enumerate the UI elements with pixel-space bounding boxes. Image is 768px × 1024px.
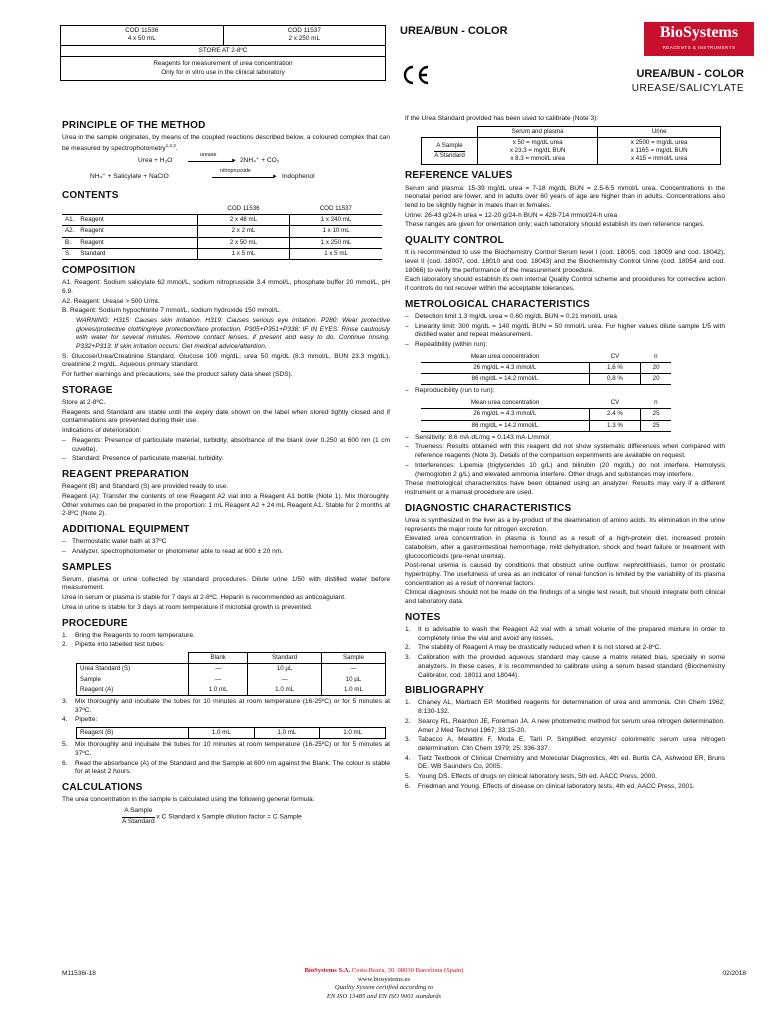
bib-1-text: Chaney AL, Marbach EP. Modified reagents for determination of urea and ammonia. Clin Chem 1962; 8:130-132. [418,699,725,716]
samples-heading: SAMPLES [62,561,112,573]
pipette-cell: 1.0 mL [189,685,248,696]
contents-name: Reagent [77,226,197,237]
reaction-1: Urea + H₂O urease ► 2NH₄⁺ + CO₂ [138,151,280,164]
metrological-end: These metrological characteristics have been obtained using an analyzer. Results may vary if a different instrument or a manual procedure are used. [405,480,725,496]
calculations-heading: CALCULATIONS [62,781,143,793]
product-title [632,67,744,95]
pipette2-cell: 1.0 mL [254,727,320,738]
note-1: 1. It is advisable to wash the Reagent A2 vial with a small volume of the prepared mixture in order to completely rinse the vial and avoid any losses. [405,626,725,642]
repro-cell: 26 mg/dL = 4.3 mmol/L [421,409,589,420]
contents-a: 2 x 48 mL [197,215,289,226]
procedure-step-6: 6. Read the absorbance (A) of the Standard and the Sample at 600 nm against the Blank. The colour is stable for at least 2 hours. [62,759,390,776]
quality-certification-1: Quality System certified according to [334,984,434,992]
metrological-d3: – Repeatibility (within run): [405,341,725,350]
bib-5: 5. Young DS. Effects of drugs on clinical laboratory tests, 5th ed. AACC Press, 2000. [405,773,657,781]
contents-code: A1. [62,215,77,226]
rep-cell: 20 [641,363,671,374]
calibration-factor: x 8.3 = mmol/L urea [510,155,565,163]
bib-1: 1. Chaney AL, Marbach EP. Modified reagents for determination of urea and ammonia. Clin Chem 1962; 8:130-132. [405,699,725,716]
contents-col-1: COD 11536 [227,204,260,212]
diagnostic-p3: Post-renal uremia is caused by conditions that obstruct urine outflow: nephrolithiasis, tumor or prostatic hypertrophy. The usefulness of urea as an indicator of renal function is limited by the variability of its plasma concentration as a result of nonrenal factors. [405,562,725,587]
procedure-step-3: 3. Mix thoroughly and incubate the tubes for 10 minutes at room temperature (16-25ºC) or for 5 minutes at 37ºC. [62,697,390,714]
logo-text: BioSystems [659,24,739,41]
pipette-cell: 1.0 mL [248,685,322,696]
contents-row [62,248,382,259]
calibration-factor: x 2500 = mg/dL urea [630,138,688,146]
diagnostic-p4: Clinical diagnosis should not be made on the findings of a single test result, but should integrate both clinical and laboratory data. [405,589,725,606]
reagent-prep-heading: REAGENT PREPARATION [62,468,189,480]
storage-d2: – Standard: Presence of particulate material, turbidity. [62,455,390,464]
repro-cell: 86 mg/dL = 14.2 mmol/L [421,420,589,431]
pipette2-cell: 1.0 mL [189,727,255,738]
bib-2: 2. Searcy RL, Reardon JE, Foreman JA. A new photometric method for serum urea nitrogen determination. Amer J Med Technol 1967; 33:15-20. [405,717,725,734]
calibration-numerator: A Sample [434,142,465,152]
procedure-heading: PROCEDURE [62,617,128,629]
storage-d1: – Reagents: Presence of particulate material, turbidity, absorbance of the blank over 0.250 at 600 nm (1 cm cuvette). [62,437,390,454]
reference-values-heading: REFERENCE VALUES [405,170,513,182]
bib-5-text: Young DS. Effects of drugs on clinical laboratory tests, 5th ed. AACC Press, 2000. [418,773,657,781]
contents-a: 2 x 50 mL [197,237,289,248]
contents-a: 1 x 5 mL [197,248,289,259]
repro-cell: 25 [641,420,671,431]
repro-cell: 1.3 % [589,420,641,431]
product-title-sub: UREASE/SALICYLATE [631,82,744,94]
pipette2-label: Reagent (B) [77,727,189,738]
contents-table [62,204,382,260]
calibration-col-1: Serum and plasma [478,126,598,137]
company-name: BioSystems S.A. [304,967,351,974]
note-2: 2. The stability of Reagent A may be drastically reduced when it is not stored at 2-8ºC. [405,644,662,652]
rep-cell: 86 mg/dL = 14.2 mmol/L [421,374,589,385]
procedure-step-2-text: Pipette into labelled test tubes: [75,641,165,649]
composition-further: For further warnings and precautions, see the product safety data sheet (SDS). [62,371,293,379]
procedure-step-5-text: Mix thoroughly and incubate the tubes for 10 minutes at room temperature (16-25ºC) or for 5 minutes at 37ºC. [75,741,390,757]
storage-p3: Indications of deterioration: [62,427,142,435]
storage-p2: Reagents and Standard are stable until the expiry date shown on the label when stored tightly closed and if contaminations are prevented during their use. [62,408,390,425]
formula-numerator: A Sample [122,807,155,818]
reference-values-p1: Serum and plasma: 15-39 mg/dL urea = 7-18 mg/dL BUN = 2.5-6.5 mmol/L urea. Concentrations in the neonatal period are lower, and in adults over 60 years of age are higher than in adults. Concentrations also tend to be slightly higher in males than in females. [405,184,725,210]
equipment-d1: – Thermostatic water bath at 37ºC [62,538,390,547]
procedure-step-2: 2. Pipette into labelled test tubes: [62,641,165,649]
rep-col: CV [610,352,620,360]
contents-row [62,226,382,237]
pipette-col-sample: Sample [321,653,385,664]
reaction-1-enzyme: urease [200,151,217,158]
composition-s: S. Glucose/Urea/Creatinine Standard. Glucose 100 mg/dL, urea 50 mg/dL (8.3 mmol/L, BUN 23.3 mg/dL), creatinine 2 mg/dL. Aqueous primary standard. [62,352,390,369]
contents-heading: CONTENTS [62,189,119,201]
contents-b: 1 x 240 mL [290,215,382,226]
quality-p2: Each laboratory should establish its own internal Quality Control scheme and procedures for corrective action if controls do not recover within the acceptable tolerances. [405,276,725,293]
calibration-factor: x 415 = mmol/L urea [630,155,688,163]
pipette-cell: — [189,664,248,675]
quality-certification-2: EN ISO 13485 and EN ISO 9001 standards [326,993,442,1001]
pipette-cell: — [189,675,248,685]
composition-a2: A2. Reagent: Urease > 500 U/mL [62,297,160,305]
reagent-prep-p1: Reagent (B) and Standard (S) are provided ready to use. [62,483,229,491]
intended-use-2: Only for in vitro use in the clinical laboratory [161,68,285,76]
procedure-step-3-text: Mix thoroughly and incubate the tubes for 10 minutes at room temperature (16-25ºC) or for 5 minutes at 37ºC. [75,697,390,714]
diagnostic-p1: Urea is synthesized in the liver as a by-product of the deamination of amino acids. Its elimination in the urine represents the major route for nitrogen excretion. [405,516,725,533]
note-2-text: The stability of Reagent A may be drastically reduced when it is not stored at 2-8ºC. [418,644,662,652]
note-3: 3. Calibration with the provided aqueous standard may cause a matrix related bias, specially in some analyzers. In these cases, it is recommended to calibrate using a serum based standard (Biochemistry Calibrator, cod. 18011 and 18044). [405,654,725,679]
ce-mark-icon [401,64,431,86]
contents-code: B. [62,237,77,248]
reaction-1-left: Urea + H₂O [138,156,173,164]
bib-3-text: Tabacco A, Meiattini F, Moda E, Tarli P. Simplified enzymic/ colorimetric serum urea nitrogen determination. Clin Chem 1979; 25: 336-337. [418,736,725,752]
calibration-intro: If the Urea Standard provided has been used to calibrate (Note 3): [405,115,599,122]
formula-rest: x C Standard x Sample dilution factor = C Sample [156,813,302,821]
samples-p3: Urea in urine is stable for 3 days at room temperature if microbial growth is prevented. [62,603,313,611]
procedure-step-1: 1. Bring the Reagents to room temperature. [62,631,195,639]
bib-6: 6. Friedman and Young. Effects of disease on clinical laboratory tests, 4th ed. AACC Press, 2001. [405,782,695,790]
contents-code: S. [62,248,77,259]
contents-name: Standard [77,248,197,259]
procedure-step-5: 5. Mix thoroughly and incubate the tubes for 10 minutes at room temperature (16-25ºC) or for 5 minutes at 37ºC. [62,741,390,757]
contents-b: 1 x 250 mL [290,237,382,248]
calibration-factor: x 50 = mg/dL urea [512,138,563,146]
repro-cell: 2.4 % [589,409,641,420]
pipette-row-label: Reagent (A) [77,685,189,696]
calculation-formula [122,807,390,826]
procedure-step-1-text: Bring the Reagents to room temperature. [75,631,195,639]
rep-cell: 1.6 % [589,363,641,374]
contents-code: A2. [62,226,77,237]
rep-cell: 26 mg/dL = 4.3 mmol/L [421,363,589,374]
composition-a1: A1. Reagent: Sodium salicylate 62 mmol/L, sodium nitroprusside 3.4 mmol/L, phosphate buffer 20 mmol/L, pH 6.9. [62,279,390,295]
pipette-cell: 10 µL [248,664,322,675]
pipette-row-label: Urea Standard (S) [77,664,189,675]
cod-2: COD 11537 [287,27,321,34]
reference-box [60,25,386,81]
contents-row [62,215,382,226]
principle-text: Urea in the sample originates, by means of the coupled reactions described below, a coloured complex that can be measured by spectrophotometry [62,134,390,153]
top-title: UREA/BUN - COLOR [400,25,508,37]
metrological-heading: METROLOGICAL CHARACTERISTICS [405,298,590,310]
size-2: 2 x 250 mL [288,35,321,43]
reaction-2-right: Indophenol [282,172,315,180]
calibration-factor: x 23.3 = mg/dL BUN [509,147,566,155]
bib-3: 3. Tabacco A, Meiattini F, Moda E, Tarli P. Simplified enzymic/ colorimetric serum urea nitrogen determination. Clin Chem 1979; 25: 336-337. [405,736,725,752]
repro-cell: 25 [641,409,671,420]
composition-heading: COMPOSITION [62,264,136,276]
bib-6-text: Friedman and Young. Effects of disease on clinical laboratory tests, 4th ed. AACC Press, 2001. [418,782,695,790]
calibration-table [421,126,721,166]
rep-cell: 20 [641,374,671,385]
document-code: M11536i-18 [62,970,96,977]
bibliography-heading: BIBLIOGRAPHY [405,685,485,697]
pipette-table-1 [76,652,386,696]
rep-cell: 0.8 % [589,374,641,385]
pipette-cell: — [248,675,322,685]
contents-name: Reagent [77,215,197,226]
pipette2-cell: 1.0 mL [320,727,386,738]
contents-b: 1 x 10 mL [290,226,382,237]
repeatibility-table [421,352,671,386]
reference-values-p3: These ranges are given for orientation only; each laboratory should establish its own reference ranges. [405,221,705,229]
note-3-text: Calibration with the provided aqueous standard may cause a matrix related bias, specially in some analyzers. In these cases, it is recommended to calibrate using a serum based standard (Biochemistry Calibrator, cod. 18011 and 18044). [418,654,725,679]
metrological-d2: – Linearity limit: 300 mg/dL = 140 mg/dL BUN = 50 mmol/L urea. For higher values dilute sample 1/5 with distilled water and repeat measurement. [405,323,725,340]
reagent-prep-p2: Reagent (A): Transfer the contents of one Reagent A2 vial into a Reagent A1 bottle (Note 1). Mix thoroughly. Other volumes can be prepared in the proportion: 1 mL Reagent A2 + 24 mL Reagent A1. Stable for 2 months at 2-8ºC (Note 2). [62,492,390,518]
quality-p1: It is recommended to use the Biochemistry Control Serum level I (cod. 18005, cod. 18009 and cod. 18042), level II (cod. 18007, cod. 18010 and cod. 18043) and the Biochemistry Control Urine (cod. 18054 and cod. 18066) to verify the performance of the measurement procedure. [405,249,725,274]
product-title-main: UREA/BUN - COLOR [636,68,744,80]
contents-b: 1 x 5 mL [290,248,382,259]
calculations-p1: The urea concentration in the sample is calculated using the following general formula: [62,796,315,804]
bib-4: 4. Tietz Textbook of Clinical Chemistry and Molecular Diagnostics, 4th ed. Burtis CA, Ashwood ER, Bruns DE. WB Saunders Co, 2005. [405,754,725,771]
repro-col: CV [610,399,620,407]
pipette-cell: 1.0 mL [321,685,385,696]
diagnostic-heading: DIAGNOSTIC CHARACTERISTICS [405,502,572,514]
principle-heading: PRINCIPLE OF THE METHOD [62,120,206,131]
composition-b: B. Reagent: Sodium hypochlorite 7 mmol/L, sodium hydroxide 150 mmol/L. [62,307,281,315]
formula-denominator: A Standard [122,817,155,825]
rep-col: n [654,352,658,360]
pipette-col-standard: Standard [248,653,322,664]
reference-values-p2: Urine: 26-43 g/24-h urea = 12-20 g/24-h BUN = 428-714 mmol/24-h urea [405,211,618,219]
left-column: PRINCIPLE OF THE METHOD Urea in the sample originates, by means of the coupled reactions described below, a coloured complex that can be measured by spectrophotometry$^{1,2,3}$. Urea + H₂O urease ► 2NH₄⁺ + CO₂ NH₄⁺ + Salicylate + NaClO nitroprusside ► Indophenol CONTENTS COD 11536 COD 11537 A1. Reagent 2 x 48 mL 1 x 240 mL A2. Reagent 2 x 2 mL 1 x 10 mL B. Reagent 2 x 50 mL 1 x 250 mL S. Standard 1 x 5 mL 1 x 5 mL COMPOSITION A1. Reagent: Sodium salicylate 62 mmol/L, sodium nitroprusside 3.4 mmol/L, phosphate buffer 20 mmol/L, pH 6.9. A2. Reagent: Urease > 500 U/mL B. Reagent: Sodium hypochlorite 7 mmol/L, sodium hydroxide 150 mmol/L. WARNING: H315: Causes skin irritation. H319: Causes serious eye irritation. P280: Wear protective gloves/protective clothing/eye protection/face protection. P305+P351+P338: IF IN EYES: Rinse cautiously with water for several minutes. Remove contact lenses, if present and easy to do. Continue rinsing. P332+P313: If skin irritation occurs: Get medical advice/attention. S. Glucose/Urea/Creatinine Standard. Glucose 100 mg/dL, urea 50 mg/dL (8.3 mmol/L, BUN 23.3 mg/dL), creatinine 2 mg/dL. Aqueous primary standard. For further warnings and precautions, see the product safety data sheet (SDS). STORAGE Store at 2-8ºC. Reagents and Standard are stable until the expiry date shown on the label when stored tightly closed and if contaminations are prevented during their use. Indications of deterioration: – Reagents: Presence of particulate material, turbidity, absorbance of the blank over 0.250 at 600 nm (1 cm cuvette). – Standard: Presence of particulate material, turbidity. REAGENT PREPARATION Reagent (B) and Standard (S) are provided ready to use. Reagent (A): Transfer the contents of one Reagent A2 vial into a Reagent A1 bottle (Note 1). Mix thoroughly. Other volumes can be prepared in the proportion: 1 mL Reagent A2 + 24 mL Reagent A1. Stable for 2 months at 2-8ºC (Note 2). ADDITIONAL EQUIPMENT – Thermostatic water bath at 37ºC – Analyzer, spectrophotometer or photometer able to read at 600 ± 20 nm. SAMPLES Serum, plasma or urine collected by standard procedures. Dilute urine 1/50 with distilled water before measurement. Urea in serum or plasma is stable for 7 days at 2-8ºC. Heparin is recommended as anticoagulant. Urea in urine is stable for 3 days at room temperature if microbial growth is prevented. PROCEDURE 1. Bring the Reagents to room temperature. 2. Pipette into labelled test tubes: Blank Standard Sample Urea Standard (S) — 10 µL — Sample — — 10 µL Reagent (A) 1.0 mL 1.0 mL 1.0 mL 3. Mix thoroughly and incubate the tubes for 10 minutes at room temperature (16-25ºC) or for 5 minutes at 37ºC. 4. Pipette: Reagent (B) 1.0 mL 1.0 mL 1.0 mL 5. Mix thoroughly and incubate the tubes for 10 minutes at room temperature (16-25ºC) or for 5 minutes at 37ºC. 6. Read the absorbance (A) of the Standard and the Sample at 600 nm against the Blank. The colour is stable for at least 2 hours. CALCULATIONS The urea concentration in the sample is calculated using the following general formula: $\frac{\text{A Sample}}{\text{A Standard}}$ x C Standard x Sample dilution factor = C Sample [62,115,390,828]
bib-2-text: Searcy RL, Reardon JE, Foreman JA. A new photometric method for serum urea nitrogen determination. Amer J Med Technol 1967; 33:15-20. [418,717,725,734]
reproducibility-table [421,398,671,432]
size-1: 4 x 50 mL [127,35,156,43]
samples-p1: Serum, plasma or urine collected by standard procedures. Dilute urine 1/50 with distilled water before measurement. [62,575,390,592]
footer-company [220,967,548,1002]
pipette-col-blank: Blank [189,653,248,664]
repro-col: Mean urea concentration [470,399,540,407]
right-column [405,115,725,792]
notes-heading: NOTES [405,611,441,623]
contents-a: 2 x 2 mL [197,226,289,237]
calibration-col-2: Urine [598,126,721,137]
repro-col: n [654,399,658,407]
contents-row [62,237,382,248]
storage-label: STORE AT 2-8ºC [198,46,248,54]
reaction-1-right: 2NH₄⁺ + CO₂ [240,156,280,164]
pipette-cell: — [321,664,385,675]
composition-warning: WARNING: H315: Causes skin irritation. H319: Causes serious eye irritation. P280: Wear protective gloves/protective clothing/eye protection/face protection. P305+P351+P338: IF IN EYES: Rinse cautiously with water for several minutes. Remove contact lenses, if present and easy to do. Continue rinsing. P332+P313: If skin irritation occurs: Get medical advice/attention. [76,316,390,351]
metrological-d1: – Detection limit 1.3 mg/dL urea = 0.60 mg/dL BUN = 0.21 mmol/L urea [405,313,725,322]
pipette-table-2 [76,727,386,739]
metrological-d4: – Reproducibility (run to run): [405,387,725,396]
metrological-d6: – Trueness: Results obtained with this reagent did not show systematic differences when compared with reference reagents (Note 3). Details of the comparison experiments are available on request. [405,443,725,460]
contents-name: Reagent [77,237,197,248]
reaction-2-enzyme: nitroprusside [220,167,251,174]
logo-subtext: REAGENTS & INSTRUMENTS [662,45,736,50]
rep-col: Mean urea concentration [470,352,540,360]
company-address: Costa Brava, 30. 08030 Barcelona (Spain) [351,967,464,974]
pipette-row-label: Sample [77,675,189,685]
procedure-step-4: 4. Pipette: [62,716,98,724]
diagnostic-p2: Elevated urea concentration in plasma is found as a result of a high-protein diet, increased protein catabolism, after a gastrointestinal hemorrhage, mild dehydration, shock and heart failure or treatment with glucocorticoids (pre-renal uremia). [405,535,725,560]
note-1-text: It is advisable to wash the Reagent A2 vial with a small volume of the prepared mixture in order to completely rinse the vial and avoid any losses. [418,626,725,642]
reaction-2: NH₄⁺ + Salicylate + NaClO nitroprusside ► Indophenol [90,167,315,180]
pipette-cell: 10 µL [321,675,385,685]
storage-p1: Store at 2-8ºC. [62,399,106,407]
document-date: 02/2018 [722,970,746,977]
procedure-step-6-text: Read the absorbance (A) of the Standard and the Sample at 600 nm against the Blank. The colour is stable for at least 2 hours. [75,759,390,776]
storage-heading: STORAGE [62,384,113,396]
equipment-d2: – Analyzer, spectrophotometer or photometer able to read at 600 ± 20 nm. [62,548,390,557]
cod-1: COD 11536 [125,27,159,34]
metrological-d7: – Interferences: Lipemia (triglycerides 10 g/L) and bilirubin (20 mg/dL) do not interfere. Hemolysis (hemoglobin 2 g/L) and elevated ammonia interfere. Other drugs and substances may interfere. [405,462,725,479]
procedure-step-4-text: Pipette: [75,716,98,724]
reaction-2-left: NH₄⁺ + Salicylate + NaClO [90,172,169,180]
company-website[interactable]: www.biosystems.es [358,975,410,983]
metrological-d5: – Sensitivity: 8.6 mA·dL/mg = 0.143 mA·L/mmol [405,434,725,443]
quality-heading: QUALITY CONTROL [405,235,504,247]
contents-col-2: COD 11537 [319,204,352,212]
calibration-denominator: A Standard [434,152,465,160]
principle-ref: 1,2,3 [165,142,176,148]
intended-use-1: Reagents for measurement of urea concentration [153,60,293,68]
equipment-heading: ADDITIONAL EQUIPMENT [62,523,190,535]
biosystems-logo [644,22,754,56]
samples-p2: Urea in serum or plasma is stable for 7 days at 2-8ºC. Heparin is recommended as anticoagulant. [62,594,346,602]
calibration-factor: x 1165 = mg/dL BUN [630,147,688,155]
bib-4-text: Tietz Textbook of Clinical Chemistry and Molecular Diagnostics, 4th ed. Burtis CA, Ashwood ER, Bruns DE. WB Saunders Co, 2005. [418,754,725,771]
